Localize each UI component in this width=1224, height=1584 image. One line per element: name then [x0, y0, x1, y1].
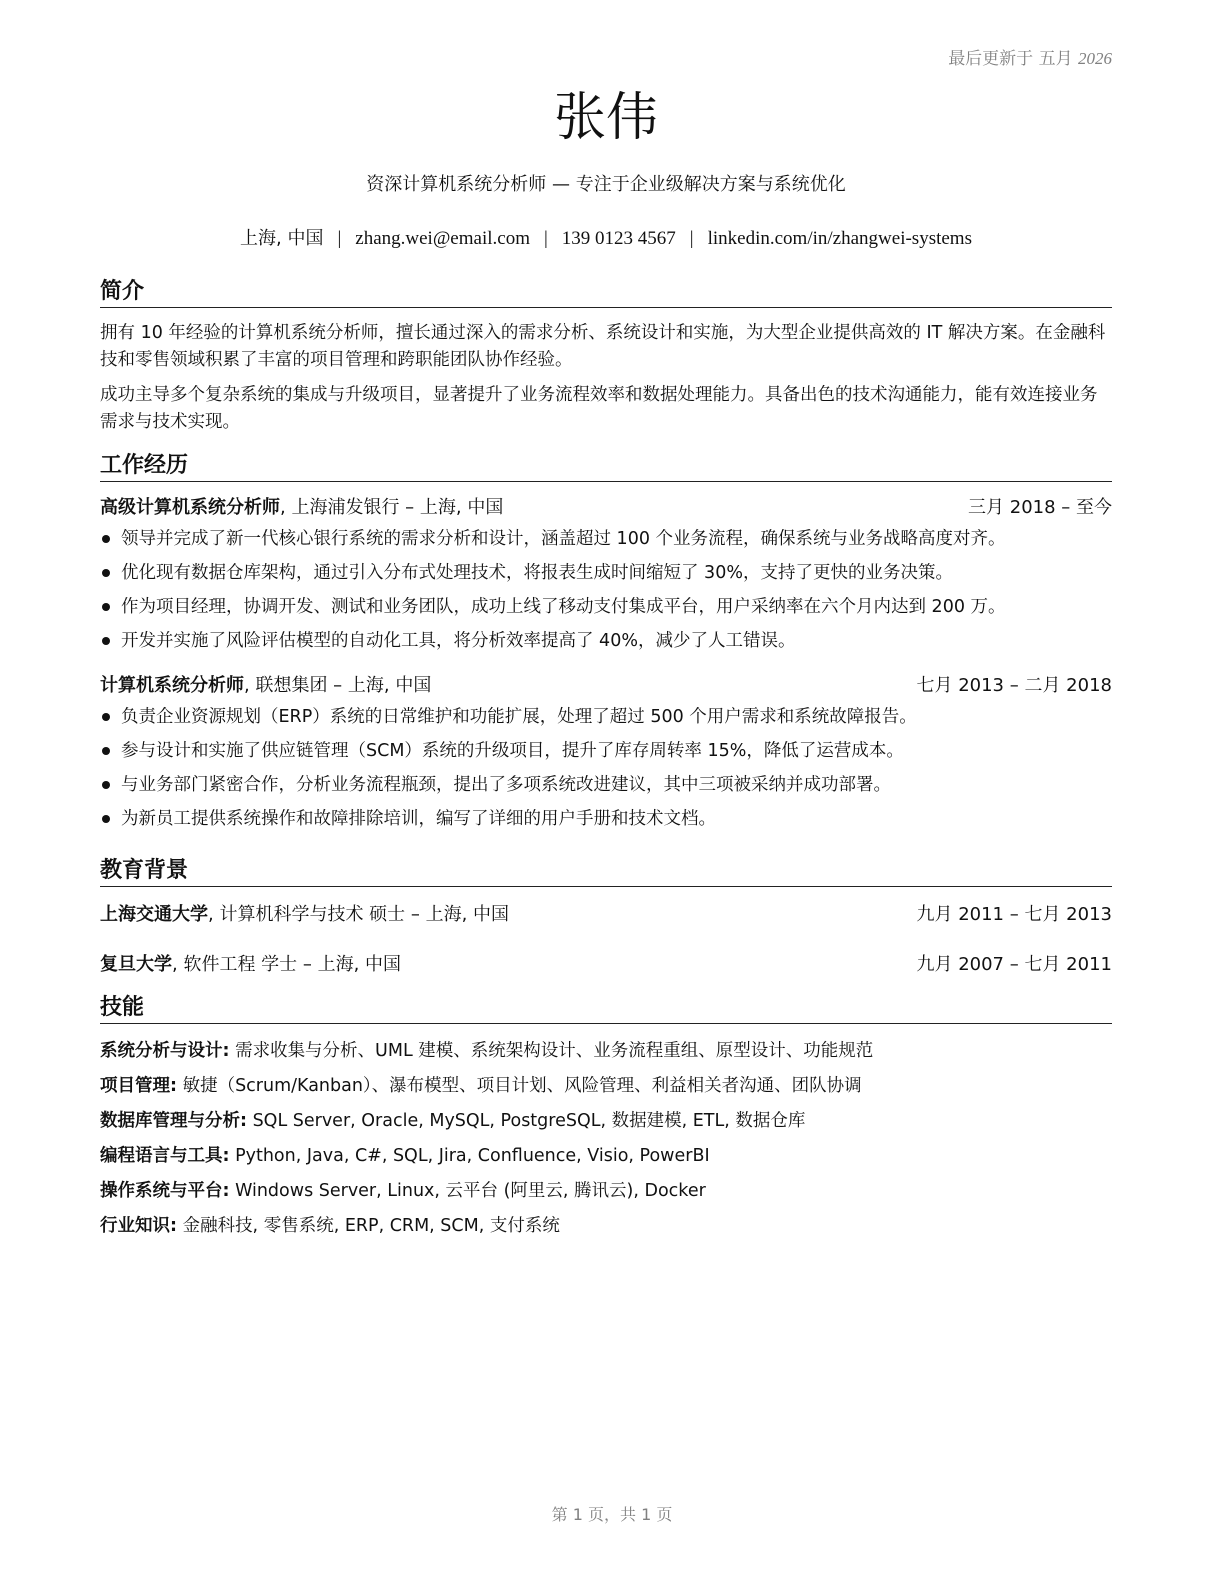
experience-section: [100, 451, 1112, 836]
bullet-text: 优化现有数据仓库架构，通过引入分布式处理技术，将报表生成时间缩短了 30%，支持了更快的业务决策。: [121, 563, 953, 583]
list-item: [100, 700, 1112, 734]
education-entry: [100, 951, 1112, 979]
skill-value: Python, Java, C#, SQL, Jira, Confluence, Visio, PowerBI: [229, 1146, 710, 1166]
linkedin-link[interactable]: linkedin.com/in/zhangwei-systems: [707, 228, 972, 249]
bullet-icon: [102, 781, 110, 789]
bullet-icon: [102, 713, 110, 721]
skill-row: [100, 1034, 1112, 1069]
skills-list: [100, 1034, 1112, 1244]
section-title-summary: 简介: [100, 277, 1112, 308]
degree-detail: , 计算机科学与技术 硕士 – 上海, 中国: [208, 904, 510, 925]
skill-label: 数据库管理与分析:: [100, 1111, 247, 1131]
bullet-text: 与业务部门紧密合作，分析业务流程瓶颈，提出了多项系统改进建议，其中三项被采纳并成功部署。: [121, 775, 891, 795]
skill-value: SQL Server, Oracle, MySQL, PostgreSQL, 数据建模, ETL, 数据仓库: [247, 1111, 806, 1131]
skill-row: [100, 1174, 1112, 1209]
last-updated-prefix: 最后更新于 五月: [948, 49, 1073, 69]
job-org: , 上海浦发银行 – 上海, 中国: [280, 497, 504, 518]
list-item: [100, 522, 1112, 556]
summary-paragraph: 成功主导多个复杂系统的集成与升级项目，显著提升了业务流程效率和数据处理能力。具备出色的技术沟通能力，能有效连接业务需求与技术实现。: [100, 385, 1098, 432]
bullet-text: 负责企业资源规划（ERP）系统的日常维护和功能扩展，处理了超过 500 个用户需求和系统故障报告。: [121, 707, 917, 727]
last-updated-year: 2026: [1078, 49, 1112, 68]
education-dates: 九月 2011 – 七月 2013: [916, 904, 1112, 925]
skill-value: 金融科技, 零售系统, ERP, CRM, SCM, 支付系统: [177, 1216, 560, 1236]
job-header: [100, 494, 1112, 522]
bullet-text: 领导并完成了新一代核心银行系统的需求分析和设计，涵盖超过 100 个业务流程，确保系统与业务战略高度对齐。: [121, 529, 1006, 549]
bullet-text: 作为项目经理，协调开发、测试和业务团队，成功上线了移动支付集成平台，用户采纳率在六个月内达到 200 万。: [121, 597, 1006, 617]
list-item: [100, 590, 1112, 624]
separator: |: [337, 228, 342, 249]
section-title-experience: 工作经历: [100, 451, 1112, 482]
education-entry: [100, 901, 1112, 929]
bullet-icon: [102, 637, 110, 645]
skill-label: 项目管理:: [100, 1076, 177, 1096]
skills-section: [100, 993, 1112, 1244]
page-number: 第 1 页，共 1 页: [551, 1505, 673, 1524]
skill-value: 敏捷（Scrum/Kanban）、瀑布模型、项目计划、风险管理、利益相关者沟通、团队协调: [177, 1076, 862, 1096]
resume-page: [100, 0, 1112, 1584]
list-item: [100, 556, 1112, 590]
education-section: [100, 856, 1112, 979]
skill-value: 需求收集与分析、UML 建模、系统架构设计、业务流程重组、原型设计、功能规范: [229, 1041, 874, 1061]
skill-row: [100, 1139, 1112, 1174]
bullet-text: 为新员工提供系统操作和故障排除培训，编写了详细的用户手册和技术文档。: [121, 809, 716, 829]
section-title-skills: 技能: [100, 993, 1112, 1024]
skill-row: [100, 1209, 1112, 1244]
job-role: 计算机系统分析师: [100, 675, 244, 696]
list-item: [100, 734, 1112, 768]
job-entry: [100, 494, 1112, 658]
skill-row: [100, 1069, 1112, 1104]
bullet-icon: [102, 569, 110, 577]
separator: |: [543, 228, 548, 249]
separator: |: [689, 228, 694, 249]
job-dates: 三月 2018 – 至今: [968, 497, 1112, 518]
skill-label: 操作系统与平台:: [100, 1181, 230, 1201]
job-header: [100, 672, 1112, 700]
list-item: [100, 768, 1112, 802]
skill-label: 系统分析与设计:: [100, 1041, 230, 1061]
email-link[interactable]: zhang.wei@email.com: [355, 228, 530, 249]
last-updated: [948, 44, 1112, 69]
skill-value: Windows Server, Linux, 云平台 (阿里云, 腾讯云), Docker: [229, 1181, 706, 1201]
school-name: 上海交通大学: [100, 904, 208, 925]
summary-section: [100, 277, 1112, 436]
summary-paragraph: 拥有 10 年经验的计算机系统分析师，擅长通过深入的需求分析、系统设计和实施，为大型企业提供高效的 IT 解决方案。在金融科技和零售领域积累了丰富的项目管理和跨职能团队协作经验。: [100, 323, 1106, 370]
contact-line: [100, 224, 1112, 250]
bullet-icon: [102, 535, 110, 543]
job-org: , 联想集团 – 上海, 中国: [244, 675, 432, 696]
job-bullets: [100, 522, 1112, 658]
school-name: 复旦大学: [100, 954, 172, 975]
bullet-icon: [102, 815, 110, 823]
phone: 139 0123 4567: [561, 228, 676, 249]
skill-row: [100, 1104, 1112, 1139]
bullet-icon: [102, 747, 110, 755]
bullet-text: 参与设计和实施了供应链管理（SCM）系统的升级项目，提升了库存周转率 15%，降低了运营成本。: [121, 741, 904, 761]
skill-label: 行业知识:: [100, 1216, 177, 1236]
section-title-education: 教育背景: [100, 856, 1112, 887]
location: 上海, 中国: [240, 228, 324, 249]
job-entry: [100, 672, 1112, 836]
job-bullets: [100, 700, 1112, 836]
skill-label: 编程语言与工具:: [100, 1146, 230, 1166]
bullet-text: 开发并实施了风险评估模型的自动化工具，将分析效率提高了 40%，减少了人工错误。: [121, 631, 796, 651]
list-item: [100, 802, 1112, 836]
bullet-icon: [102, 603, 110, 611]
candidate-name: 张伟: [553, 88, 658, 148]
tagline: 资深计算机系统分析师 — 专注于企业级解决方案与系统优化: [366, 174, 846, 195]
list-item: [100, 624, 1112, 658]
job-dates: 七月 2013 – 二月 2018: [916, 675, 1112, 696]
education-dates: 九月 2007 – 七月 2011: [916, 954, 1112, 975]
job-role: 高级计算机系统分析师: [100, 497, 280, 518]
degree-detail: , 软件工程 学士 – 上海, 中国: [172, 954, 402, 975]
